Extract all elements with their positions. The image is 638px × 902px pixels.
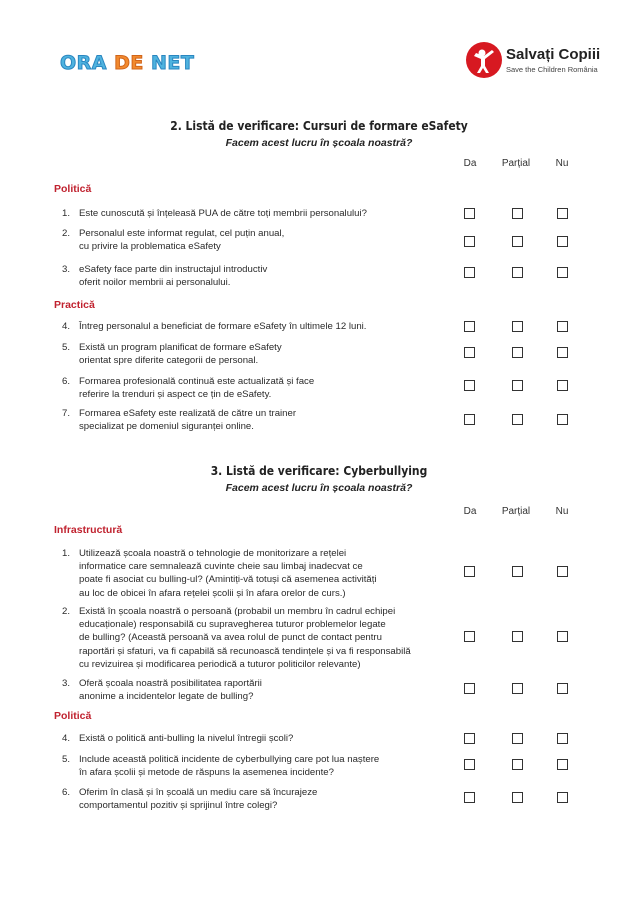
checklist-item: [62, 786, 442, 812]
checklist-item: [62, 605, 442, 671]
item-number: 5.: [62, 754, 71, 765]
item-text: Utilizează școala noastră o tehnologie de monitorizare a rețelei informatice care semnalează cuvinte cheie sau limbaj inadecvat ce poate fi asociat cu bulling-ul? (Amintiți-vă totuși că asemenea activități au loc de obicei în afara rețelei școlii și în afara orelor de curs.): [79, 548, 377, 599]
child-emblem-icon: [466, 42, 502, 78]
checkbox-da[interactable]: [464, 759, 475, 770]
item-text: Formarea eSafety este realizată de către un trainer specializat pe domeniul siguranței online.: [79, 408, 297, 433]
checkbox-partial[interactable]: [512, 733, 523, 744]
category-heading: Politică: [54, 183, 92, 195]
checkbox-partial[interactable]: [512, 208, 523, 219]
checklist-item: [62, 341, 442, 367]
checkbox-partial[interactable]: [512, 347, 523, 358]
checkbox-nu[interactable]: [557, 414, 568, 425]
checkbox-da[interactable]: [464, 380, 475, 391]
column-header-nu: Nu: [555, 506, 569, 517]
brand-tagline: Save the Children România: [506, 65, 598, 74]
item-text: eSafety face parte din instructajul introductiv oferit noilor membrii ai personalului.: [79, 264, 268, 289]
item-number: 2.: [62, 606, 71, 617]
item-number: 6.: [62, 787, 71, 798]
checkbox-nu[interactable]: [557, 321, 568, 332]
item-number: 4.: [62, 321, 71, 332]
item-text: Există în școala noastră o persoană (probabil un membru în cadrul echipei educaționale) responsabilă cu supravegherea tuturor problemelor legate de bulling? (Această persoană va avea rolul de punct de contact pentru raportări și sfaturi, va fi capabilă să recunoască tendințele și va fi responsabilă cu revizuirea și modificarea periodică a tuturor politicilor relevante): [79, 606, 411, 670]
checkbox-partial[interactable]: [512, 414, 523, 425]
checklist-item: [62, 227, 442, 253]
item-number: 6.: [62, 376, 71, 387]
checkbox-nu[interactable]: [557, 267, 568, 278]
checklist-item: [62, 732, 442, 745]
checkbox-da[interactable]: [464, 414, 475, 425]
checkbox-nu[interactable]: [557, 733, 568, 744]
checkbox-nu[interactable]: [557, 683, 568, 694]
brand-name: Salvați Copiii: [506, 46, 601, 63]
column-header-da: Da: [463, 158, 477, 169]
column-header-da: Da: [463, 506, 477, 517]
checklist-item: [62, 547, 442, 600]
checkbox-da[interactable]: [464, 792, 475, 803]
checklist-item: [62, 753, 442, 779]
checkbox-da[interactable]: [464, 683, 475, 694]
section-subtitle: Facem acest lucru în școala noastră?: [225, 137, 413, 149]
item-text: Este cunoscută și înțeleasă PUA de către toți membrii personalului?: [79, 208, 367, 219]
checkbox-partial[interactable]: [512, 759, 523, 770]
item-number: 1.: [62, 208, 71, 219]
page-header: [0, 0, 638, 110]
item-number: 3.: [62, 678, 71, 689]
checkbox-nu[interactable]: [557, 566, 568, 577]
item-number: 2.: [62, 228, 71, 239]
column-header-nu: Nu: [555, 158, 569, 169]
item-text: Include această politică incidente de cyberbullying care pot lua naștere în afara școlii și metode de răspuns la asemenea incidente?: [79, 754, 380, 779]
checkbox-da[interactable]: [464, 566, 475, 577]
item-number: 5.: [62, 342, 71, 353]
checkbox-partial[interactable]: [512, 267, 523, 278]
checkbox-da[interactable]: [464, 347, 475, 358]
section-title: 3. Listă de verificare: Cyberbullying: [210, 463, 428, 478]
item-text: Oferă școala noastră posibilitatea raportării anonime a incidentelor legate de bulling?: [79, 678, 262, 703]
item-number: 3.: [62, 264, 71, 275]
item-text: Personalul este informat regulat, cel puțin anual, cu privire la problematica eSafety: [79, 228, 285, 253]
section-subtitle: Facem acest lucru în școala noastră?: [225, 482, 413, 494]
section-title: 2. Listă de verificare: Cursuri de formare eSafety: [170, 118, 468, 133]
item-text: Întreg personalul a beneficiat de formare eSafety în ultimele 12 luni.: [79, 321, 367, 332]
category-heading: Practică: [54, 299, 95, 311]
item-text: Există o politică anti-bulling la nivelul întregii școli?: [79, 733, 294, 744]
category-heading: Infrastructură: [54, 524, 123, 536]
salvati-copiii-logo: [466, 42, 601, 86]
checkbox-partial[interactable]: [512, 321, 523, 332]
checklist-item: [62, 320, 442, 333]
checkbox-partial[interactable]: [512, 631, 523, 642]
checklist-item: [62, 207, 442, 220]
checkbox-partial[interactable]: [512, 683, 523, 694]
checkbox-partial[interactable]: [512, 380, 523, 391]
checkbox-partial[interactable]: [512, 566, 523, 577]
column-header-partial: Parțial: [501, 506, 531, 517]
checkbox-partial[interactable]: [512, 792, 523, 803]
checkbox-nu[interactable]: [557, 380, 568, 391]
checkbox-da[interactable]: [464, 267, 475, 278]
checkbox-da[interactable]: [464, 208, 475, 219]
checkbox-da[interactable]: [464, 236, 475, 247]
item-text: Există un program planificat de formare eSafety orientat spre diferite categorii de personal.: [79, 342, 282, 367]
checkbox-da[interactable]: [464, 631, 475, 642]
item-number: 1.: [62, 548, 71, 559]
checkbox-partial[interactable]: [512, 236, 523, 247]
item-text: Oferim în clasă și în școală un mediu care să încurajeze comportamentul pozitiv și sprijinul între colegi?: [79, 787, 318, 812]
item-text: Formarea profesională continuă este actualizată și face referire la trenduri și aspect ce țin de eSafety.: [79, 376, 315, 401]
checklist-item: [62, 407, 442, 433]
checkbox-da[interactable]: [464, 733, 475, 744]
checkbox-nu[interactable]: [557, 236, 568, 247]
checkbox-nu[interactable]: [557, 631, 568, 642]
item-number: 4.: [62, 733, 71, 744]
checklist-item: [62, 375, 442, 401]
checkbox-nu[interactable]: [557, 208, 568, 219]
category-heading: Politică: [54, 710, 92, 722]
item-number: 7.: [62, 408, 71, 419]
ora-de-net-logo: ORA DE NET: [60, 52, 195, 74]
checklist-item: [62, 263, 442, 289]
checklist-item: [62, 677, 442, 703]
checkbox-nu[interactable]: [557, 347, 568, 358]
column-header-partial: Parțial: [501, 158, 531, 169]
checkbox-nu[interactable]: [557, 792, 568, 803]
checkbox-da[interactable]: [464, 321, 475, 332]
checkbox-nu[interactable]: [557, 759, 568, 770]
